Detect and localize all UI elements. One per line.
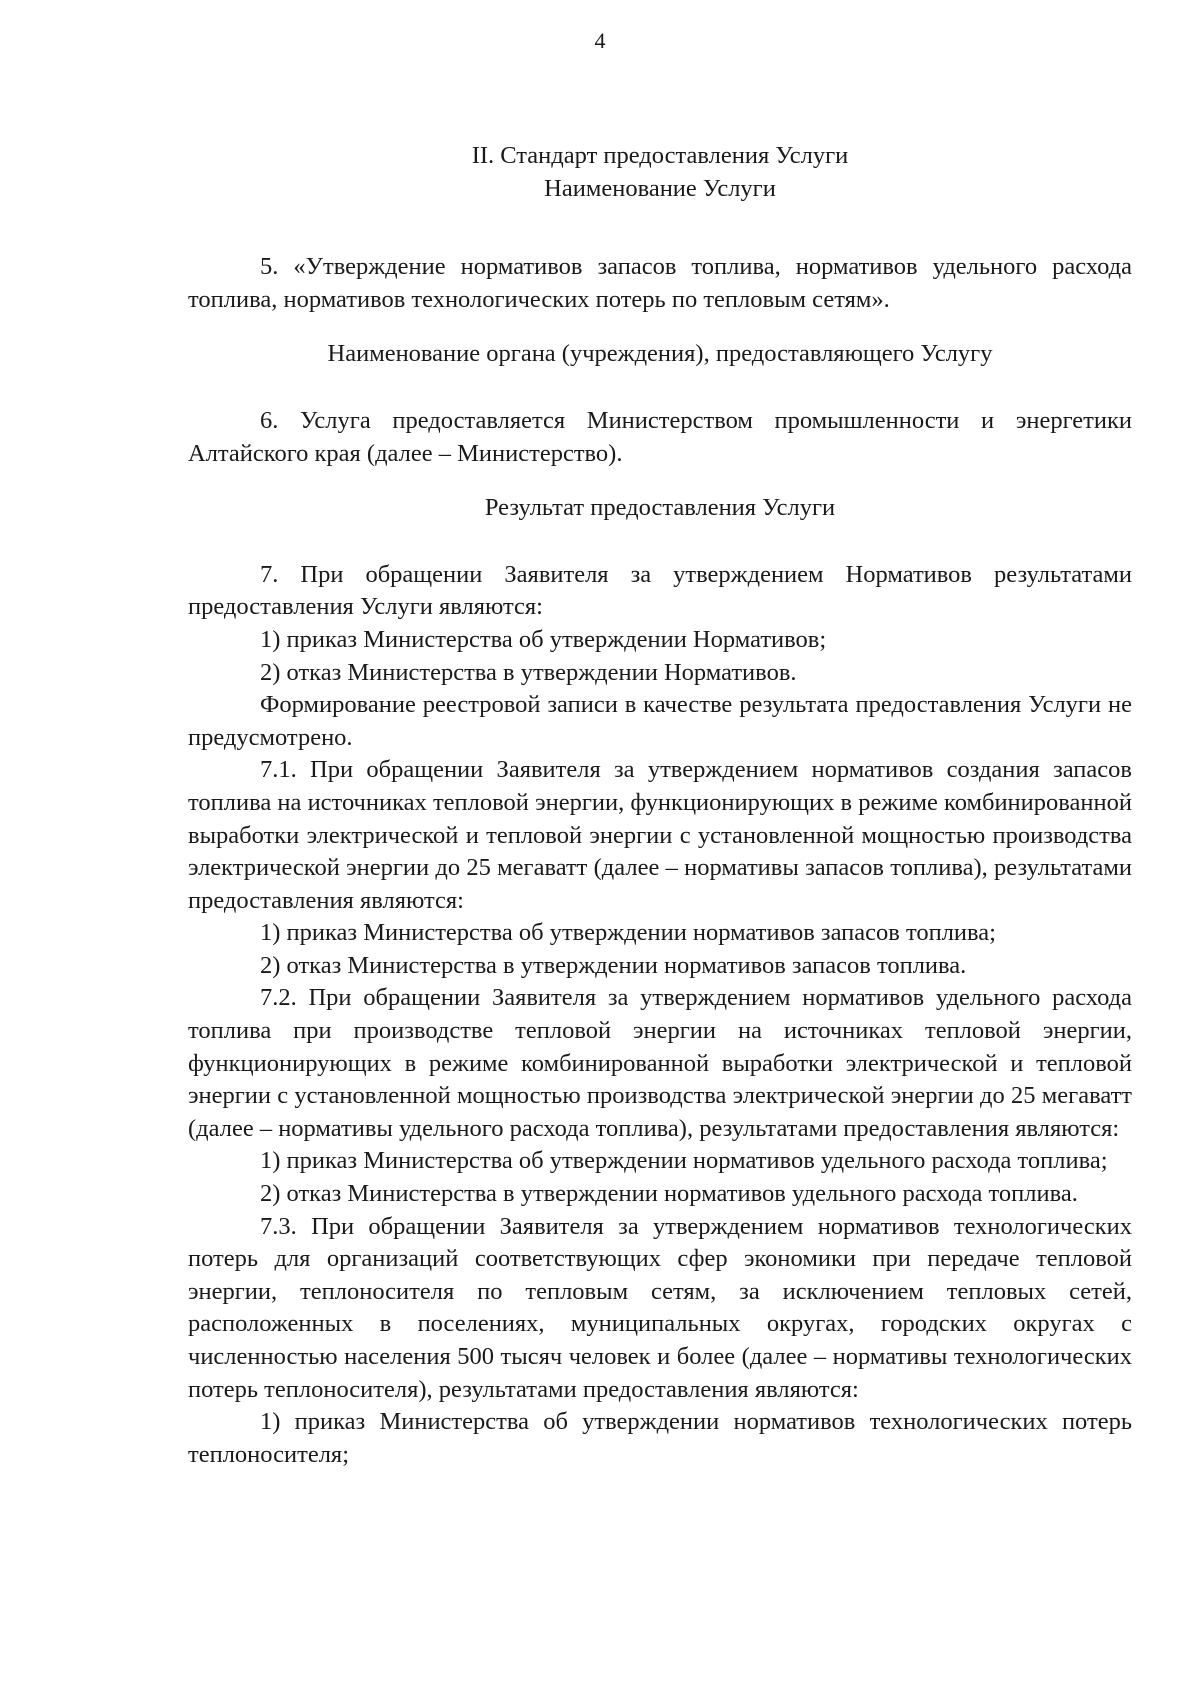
paragraph-7-3: 7.3. При обращении Заявителя за утверждением нормативов технологических потерь для организаций соответствующих сфер экономики при передаче тепловой энергии, теплоносителя по тепловым сетям, за исключением тепловых сетей, расположенных в поселениях, муниципальных округах, городских округах с численностью населения 500 тысяч человек и более (далее – нормативы технологических потерь теплоносителя), результатами предоставления являются:	[188, 1212, 1132, 1403]
paragraph-6: 6. Услуга предоставляется Министерством промышленности и энергетики Алтайского края (далее – Министерство).	[188, 406, 1132, 467]
section-title: II. Стандарт предоставления Услуги	[471, 142, 849, 169]
paragraph-7-1: 7.1. При обращении Заявителя за утверждением нормативов создания запасов топлива на источниках тепловой энергии, функционирующих в режиме комбинированной выработки электрической и тепловой энергии с установленной мощностью производства электрической энергии до 25 мегаватт (далее – нормативы запасов топлива), результатами предоставления являются:	[188, 756, 1132, 914]
page-number: 4	[594, 28, 606, 53]
paragraph-7-registry: Формирование реестровой записи в качестве результата предоставления Услуги не предусмотрено.	[188, 691, 1132, 751]
section-subtitle: Наименование Услуги	[544, 174, 776, 202]
paragraph-7-2: 7.2. При обращении Заявителя за утверждением нормативов удельного расхода топлива при производстве тепловой энергии на источниках тепловой энергии, функционирующих в режиме комбинированной выработки электрической и тепловой энергии с установленной мощностью производства электрической энергии до 25 мегаватт (далее – нормативы удельного расхода топлива), результатами предоставления являются:	[188, 984, 1132, 1142]
paragraph-7-item-2: 2) отказ Министерства в утверждении Нормативов.	[260, 658, 797, 686]
paragraph-7: 7. При обращении Заявителя за утверждением Нормативов результатами предоставления Услуги являются:	[188, 560, 1132, 621]
heading-result: Результат предоставления Услуги	[484, 494, 836, 522]
heading-organ: Наименование органа (учреждения), предоставляющего Услугу	[327, 340, 993, 368]
paragraph-7-3-item-1: 1) приказ Министерства об утверждении нормативов технологических потерь теплоносителя;	[188, 1408, 1132, 1468]
document-body	[188, 140, 1132, 1471]
paragraph-7-item-1: 1) приказ Министерства об утверждении Нормативов;	[260, 625, 827, 653]
paragraph-7-1-item-1: 1) приказ Министерства об утверждении нормативов запасов топлива;	[260, 919, 996, 947]
paragraph-7-2-item-1: 1) приказ Министерства об утверждении нормативов удельного расхода топлива;	[260, 1147, 1108, 1175]
section-heading-block	[188, 140, 1132, 205]
paragraph-7-1-item-2: 2) отказ Министерства в утверждении нормативов запасов топлива.	[260, 951, 967, 979]
paragraph-5: 5. «Утверждение нормативов запасов топлива, нормативов удельного расхода топлива, нормативов технологических потерь по тепловым сетям».	[188, 253, 1132, 313]
paragraph-7-2-item-2: 2) отказ Министерства в утверждении нормативов удельного расхода топлива.	[260, 1180, 1078, 1208]
